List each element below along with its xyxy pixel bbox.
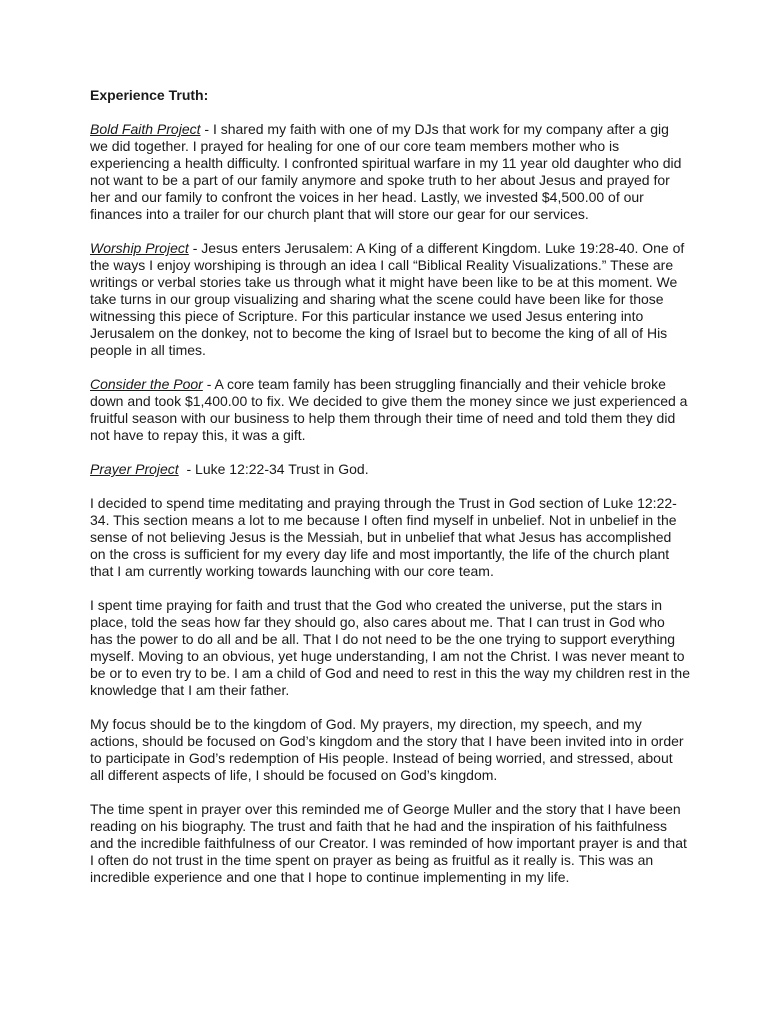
- section-label-prayer-project: Prayer Project: [90, 461, 179, 477]
- section-prayer-project: [90, 461, 690, 478]
- section-text-bold-faith-project: - I shared my faith with one of my DJs that work for my company after a gig we did together. I prayed for healing for one of our core team members mother who is experiencing a health difficulty. I confronted spiritual warfare in my 11 year old daughter who did not want to be a part of our family anymore and spoke truth to her about Jesus and prayed for her and our family to confront the voices in her head. Lastly, we invested $4,500.00 of our finances into a trailer for our church plant that will store our gear for our services.: [90, 121, 682, 222]
- document-page: [90, 87, 690, 903]
- document-heading: Experience Truth:: [90, 87, 209, 103]
- section-worship-project: [90, 240, 690, 359]
- section-label-consider-the-poor: Consider the Poor: [90, 376, 203, 392]
- body-paragraph: My focus should be to the kingdom of God. My prayers, my direction, my speech, and my actions, should be focused on God’s kingdom and the story that I have been invited into in order to participate in God’s redemption of His people. Instead of being worried, and stressed, about all different aspects of life, I should be focused on God’s kingdom.: [90, 716, 684, 783]
- section-label-bold-faith-project: Bold Faith Project: [90, 121, 201, 137]
- body-paragraph: I spent time praying for faith and trust that the God who created the universe, put the stars in place, told the seas how far they should go, also cares about me. That I can trust in God who has the power to do all and be all. That I do not need to be the one trying to support everything myself. Moving to an obvious, yet huge understanding, I am not the Christ. I was never meant to be or to even try to be. I am a child of God and need to rest in this the way my children rest in the knowledge that I am their father.: [90, 597, 690, 698]
- section-bold-faith-project: [90, 121, 690, 223]
- section-text-worship-project: - Jesus enters Jerusalem: A King of a different Kingdom. Luke 19:28-40. One of the ways I enjoy worshiping is through an idea I call “Biblical Reality Visualizations.” These are writings or verbal stories take us through what it might have been like to be at this moment. We take turns in our group visualizing and sharing what the scene could have been like for those witnessing this piece of Scripture. For this particular instance we used Jesus entering into Jerusalem on the donkey, not to become the king of Israel but to become the king of all of His people in all times.: [90, 240, 685, 358]
- body-paragraph: I decided to spend time meditating and praying through the Trust in God section of Luke 12:22-34. This section means a lot to me because I often find myself in unbelief. Not in unbelief in the sense of not believing Jesus is the Messiah, but in unbelief that what Jesus has accomplished on the cross is sufficient for my every day life and most importantly, the life of the church plant that I am currently working towards launching with our core team.: [90, 495, 677, 579]
- section-text-prayer-project: - Luke 12:22-34 Trust in God.: [178, 461, 369, 477]
- section-label-worship-project: Worship Project: [90, 240, 189, 256]
- body-paragraph: The time spent in prayer over this reminded me of George Muller and the story that I have been reading on his biography. The trust and faith that he had and the inspiration of his faithfulness and the incredible faithfulness of our Creator. I was reminded of how important prayer is and that I often do not trust in the time spent on prayer as being as fruitful as it really is. This was an incredible experience and one that I hope to continue implementing in my life.: [90, 801, 687, 885]
- section-text-consider-the-poor: - A core team family has been struggling financially and their vehicle broke down and took $1,400.00 to fix. We decided to give them the money since we just experienced a fruitful season with our business to help them through their time of need and told them they did not have to repay this, it was a gift.: [90, 376, 688, 443]
- section-consider-the-poor: [90, 376, 690, 444]
